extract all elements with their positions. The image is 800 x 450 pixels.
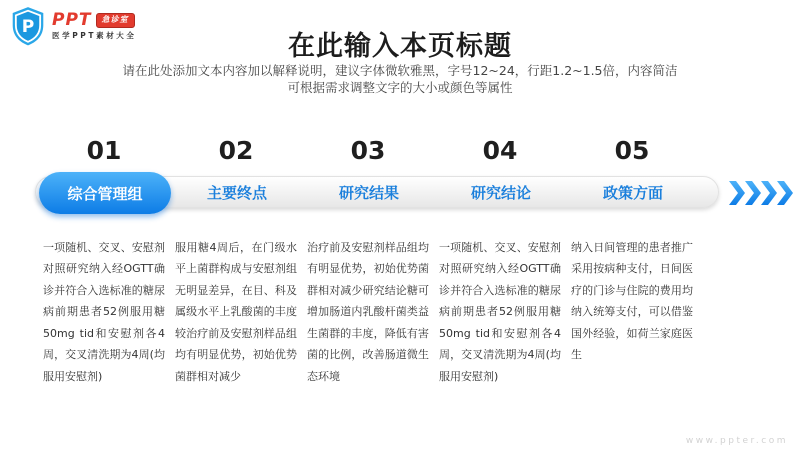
page-title: 在此输入本页标题: [288, 31, 512, 62]
subtitle-line-1: 请在此处添加文本内容加以解释说明，建议字体微软雅黑，字号12~24，行距1.2~1.5倍，内容简洁: [122, 63, 678, 78]
forward-chevrons-icon: [728, 181, 794, 205]
tab-bar: [35, 176, 719, 208]
step-bodies-row: [38, 237, 698, 387]
brand-badge: 急诊室: [96, 13, 135, 28]
step-number-3: 03: [350, 136, 386, 165]
step-body-5: 纳入日间管理的患者推广采用按病种支付，日间医疗的门诊与住院的费用均纳入统筹支付，可以借鉴国外经验，如荷兰家庭医生: [571, 241, 693, 362]
tab-policy-aspect[interactable]: 政策方面: [602, 183, 663, 202]
step-number-2: 02: [218, 136, 254, 165]
brand-name: PPT: [52, 9, 92, 30]
brand-tagline: 医学PPT素材大全: [52, 30, 137, 40]
subtitle-line-2: 可根据需求调整文字的大小或颜色等属性: [287, 80, 513, 95]
tab-study-results[interactable]: 研究结果: [338, 183, 399, 202]
shield-letter: P: [21, 16, 35, 37]
step-body-2: 服用糖4周后，在门级水平上菌群构成与安慰剂组无明显差异，在目、科及属级水平上乳酸菌的丰度较治疗前及安慰剂样品组均有明显优势，初始优势菌群相对减少: [175, 241, 297, 383]
tab-study-conclusion[interactable]: 研究结论: [470, 183, 531, 202]
step-number-1: 01: [86, 136, 122, 165]
page-subtitle: [0, 62, 800, 96]
tab-primary-endpoint[interactable]: 主要终点: [206, 183, 267, 202]
tab-comprehensive-management[interactable]: 综合管理组: [39, 172, 171, 214]
step-numbers-row: [38, 136, 698, 165]
step-body-1: 一项随机、交叉、安慰剂对照研究纳入经OGTT确诊并符合入选标准的糖尿病前期患者52例服用糖50mg tid和安慰剂各4周，交叉清洗期为4周(均服用安慰剂): [43, 241, 165, 383]
step-number-4: 04: [482, 136, 518, 165]
watermark: www.ppter.com: [685, 436, 788, 446]
step-body-4: 一项随机、交叉、安慰剂对照研究纳入经OGTT确诊并符合入选标准的糖尿病前期患者52例服用糖50mg tid和安慰剂各4周，交叉清洗期为4周(均服用安慰剂): [439, 241, 561, 383]
step-body-3: 治疗前及安慰剂样品组均有明显优势，初始优势菌群相对减少研究结论糖可增加肠道内乳酸杆菌类益生菌群的丰度，降低有害菌的比例，改善肠道微生态环境: [307, 241, 429, 383]
step-number-5: 05: [614, 136, 650, 165]
